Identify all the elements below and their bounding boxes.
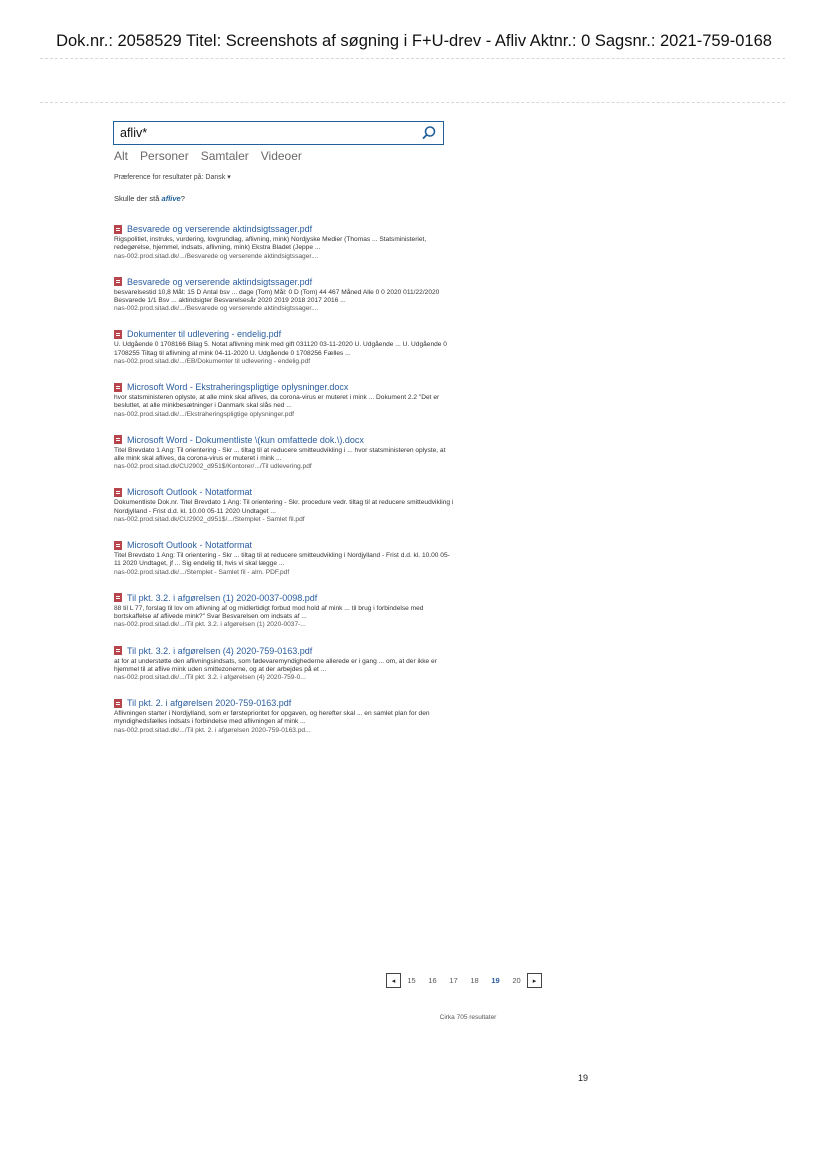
result-url: nas-002.prod.sitad.dk/.../Besvarede og verserende aktindsigtssager....: [114, 252, 319, 260]
result-snippet: Dokumentliste Dok.nr. Titel Brevdato 1 Ang: Til orientering - Skr. procedure vedr. tiltag til at reducere smitteudvikling i Nordjylland - Frist d.d. kl. 10.00 05-11 2020 Undtaget ...: [114, 499, 454, 515]
page-link[interactable]: 16: [428, 976, 437, 985]
result-title[interactable]: Dokumenter til udlevering - endelig.pdf: [127, 329, 282, 340]
result-title[interactable]: Microsoft Outlook - Notatformat: [127, 487, 253, 498]
result-title-link[interactable]: [114, 539, 454, 551]
result-snippet: besvarelsestid 10,8 Måt: 15 D Antal bsv ... dage (Tom) Mål: 0 D (Tom) 44 467 Måned Alle 0 0 2020 011/22/2020 Besvarede 1/1 Bsv ... aktindsigter Besvarelsesår 2020 2019 2018 2017 2016 ...: [114, 288, 440, 304]
result-snippet: U. Udgående 0 1708166 Bilag 5. Notat aflivning mink med gift 031120 03-11-2020 U. Udgående ... U. Udgående 0 1708255 Tiltag til aflivning af mink 04-11-2020 U. Udgående 0 1708256 Fælles ...: [114, 341, 447, 357]
result-title-link[interactable]: [114, 434, 454, 446]
result-count: Cirka 705 resultater: [439, 1014, 497, 1021]
document-icon: [114, 646, 122, 655]
did-you-mean-suffix: ?: [180, 194, 185, 203]
result-title[interactable]: Microsoft Word - Dokumentliste \(kun omfattede dok.\).docx: [127, 434, 364, 445]
document-icon: [114, 225, 122, 234]
result-title-link[interactable]: [114, 486, 454, 498]
did-you-mean-prefix: Skulle der stå: [114, 194, 162, 203]
language-preference-dropdown[interactable]: Præference for resultater på: Dansk ▾: [114, 174, 231, 181]
search-result: [114, 276, 454, 314]
search-result: [114, 486, 454, 524]
document-icon: [114, 541, 122, 550]
result-title-link[interactable]: [114, 381, 454, 393]
result-title[interactable]: Til pkt. 3.2. i afgørelsen (1) 2020-0037-0098.pdf: [127, 592, 318, 603]
document-icon: [114, 277, 122, 286]
result-title-link[interactable]: [114, 328, 454, 340]
result-snippet: Aflivningen starter i Nordjylland, som er førsteprioritet for opgaven, og herefter skal ... en samlet plan for den myndighedsfælles indsats i forbindelse med aflivningen af mink ...: [114, 710, 430, 726]
page-link[interactable]: 20: [512, 976, 521, 985]
did-you-mean: [114, 194, 185, 203]
search-result: [114, 592, 454, 630]
document-icon: [114, 383, 122, 392]
result-snippet: hvor statsministeren oplyste, at alle mink skal aflives, da corona-virus er muteret i mink ... Dokument 2.2 "Det er besluttet, at alle minkbesætninger i Danmark skal slås ned ...: [114, 394, 440, 410]
result-url: nas-002.prod.sitad.dk/.../Stemplet - Samlet fil - alm. PDF.pdf: [114, 568, 290, 576]
result-snippet: Titel Brevdato 1 Ang: Til orientering - Skr ... tiltag til at reducere smitteudvikling i ... hvor statsministeren oplyste, at alle mink skal aflives, da corona-virus er muteret i mink ...: [114, 446, 446, 463]
result-url: nas-002.prod.sitad.dk/.../EB/Dokumenter til udlevering - endelig.pdf: [114, 357, 311, 365]
search-tabs: [114, 149, 302, 163]
scan-artifact-line: [40, 102, 785, 104]
result-url: nas-002.prod.sitad.dk/CU2902_d951$/Kontorer/.../Til udlevering.pdf: [114, 463, 312, 471]
page-link[interactable]: 17: [449, 976, 458, 985]
result-url: nas-002.prod.sitad.dk/CU2902_d951$/.../Stemplet - Samlet fil.pdf: [114, 516, 305, 524]
tab-videoer[interactable]: Videoer: [260, 149, 302, 163]
result-url: nas-002.prod.sitad.dk/.../Ekstraheringspligtige oplysninger.pdf: [114, 410, 294, 418]
result-snippet: 88 til L 77, forslag til lov om aflivning af og midlertidigt forbud mod hold af mink ... til brug i forbindelse med bortskaffelse af aflivede mink?" Svar Besvarelsen om indsats af ...: [114, 604, 424, 621]
search-result: [114, 434, 454, 472]
document-icon: [114, 330, 122, 339]
previous-page-button[interactable]: ◂: [386, 973, 401, 988]
result-title[interactable]: Microsoft Word - Ekstraheringspligtige oplysninger.docx: [127, 382, 349, 393]
tab-samtaler[interactable]: Samtaler: [200, 149, 249, 163]
search-icon[interactable]: [421, 125, 437, 141]
result-url: nas-002.prod.sitad.dk/.../Til pkt. 3.2. i afgørelsen (4) 2020-759-0...: [114, 674, 306, 682]
document-icon: [114, 435, 122, 444]
tab-alt[interactable]: Alt: [114, 149, 129, 163]
result-url: nas-002.prod.sitad.dk/.../Besvarede og verserende aktindsigtssager....: [114, 305, 319, 313]
document-icon: [114, 593, 122, 602]
result-snippet: at for at understøtte den aflivningsindsats, som fødevaremyndighederne allerede er i gang ... om, at der ikke er hjemmel til at aflive mink uden smittezonerne, og at der arbejdes på et ...: [114, 657, 437, 673]
result-title-link[interactable]: [114, 276, 454, 288]
document-icon: [114, 699, 122, 708]
search-result: [114, 223, 454, 261]
search-result: [114, 328, 454, 366]
result-title[interactable]: Til pkt. 2. i afgørelsen 2020-759-0163.pdf: [127, 698, 292, 709]
result-title-link[interactable]: [114, 592, 454, 604]
result-snippet: Rigspolitiet, instruks, vurdering, lovgrundlag, aflivning, mink) Nordjyske Medier (Thomas ... Statsministeriet, redegørelse, hjemmel, indsats, aflivning, mink) Ekstra Bladet (Jeppe ...: [114, 236, 427, 252]
results-list: [114, 223, 454, 750]
search-box[interactable]: [113, 121, 444, 145]
result-title[interactable]: Microsoft Outlook - Notatformat: [127, 540, 253, 551]
suggestion-link[interactable]: aflive: [161, 194, 181, 203]
result-title[interactable]: Besvarede og verserende aktindsigtssager.pdf: [127, 224, 313, 234]
result-title-link[interactable]: [114, 645, 454, 657]
result-url: nas-002.prod.sitad.dk/.../Til pkt. 2. i afgørelsen 2020-759-0163.pd...: [114, 726, 311, 734]
search-result: [114, 645, 454, 683]
result-title[interactable]: Besvarede og verserende aktindsigtssager.pdf: [127, 276, 313, 287]
search-result: [114, 381, 454, 419]
result-title[interactable]: Til pkt. 3.2. i afgørelsen (4) 2020-759-0163.pdf: [127, 645, 313, 656]
result-title-link[interactable]: [114, 223, 454, 235]
tab-personer[interactable]: Personer: [140, 149, 189, 163]
next-page-button[interactable]: ▸: [527, 973, 542, 988]
page-number: 19: [578, 1073, 589, 1083]
page-link[interactable]: 15: [407, 976, 416, 985]
result-title-link[interactable]: [114, 697, 454, 709]
result-url: nas-002.prod.sitad.dk/.../Til pkt. 3.2. i afgørelsen (1) 2020-0037-...: [114, 621, 306, 629]
search-result: [114, 697, 454, 735]
document-icon: [114, 488, 122, 497]
document-header: Dok.nr.: 2058529 Titel: Screenshots af søgning i F+U-drev - Afliv Aktnr.: 0 Sagsnr.: 2021-759-0168: [56, 32, 772, 50]
pagination: [386, 973, 542, 988]
scan-artifact-line: [40, 58, 785, 60]
result-snippet: Titel Brevdato 1 Ang: Til orientering - Skr ... tiltag til at reducere smitteudvikling i Nordjylland - Frist d.d. kl. 10.00 05-11 2020 Undtaget, jf ... Sig endelig til, hvis vi skal lægge ...: [114, 552, 450, 568]
search-input[interactable]: [120, 126, 421, 140]
page-link[interactable]: 18: [470, 976, 479, 985]
current-page[interactable]: 19: [491, 976, 500, 985]
search-result: [114, 539, 454, 577]
